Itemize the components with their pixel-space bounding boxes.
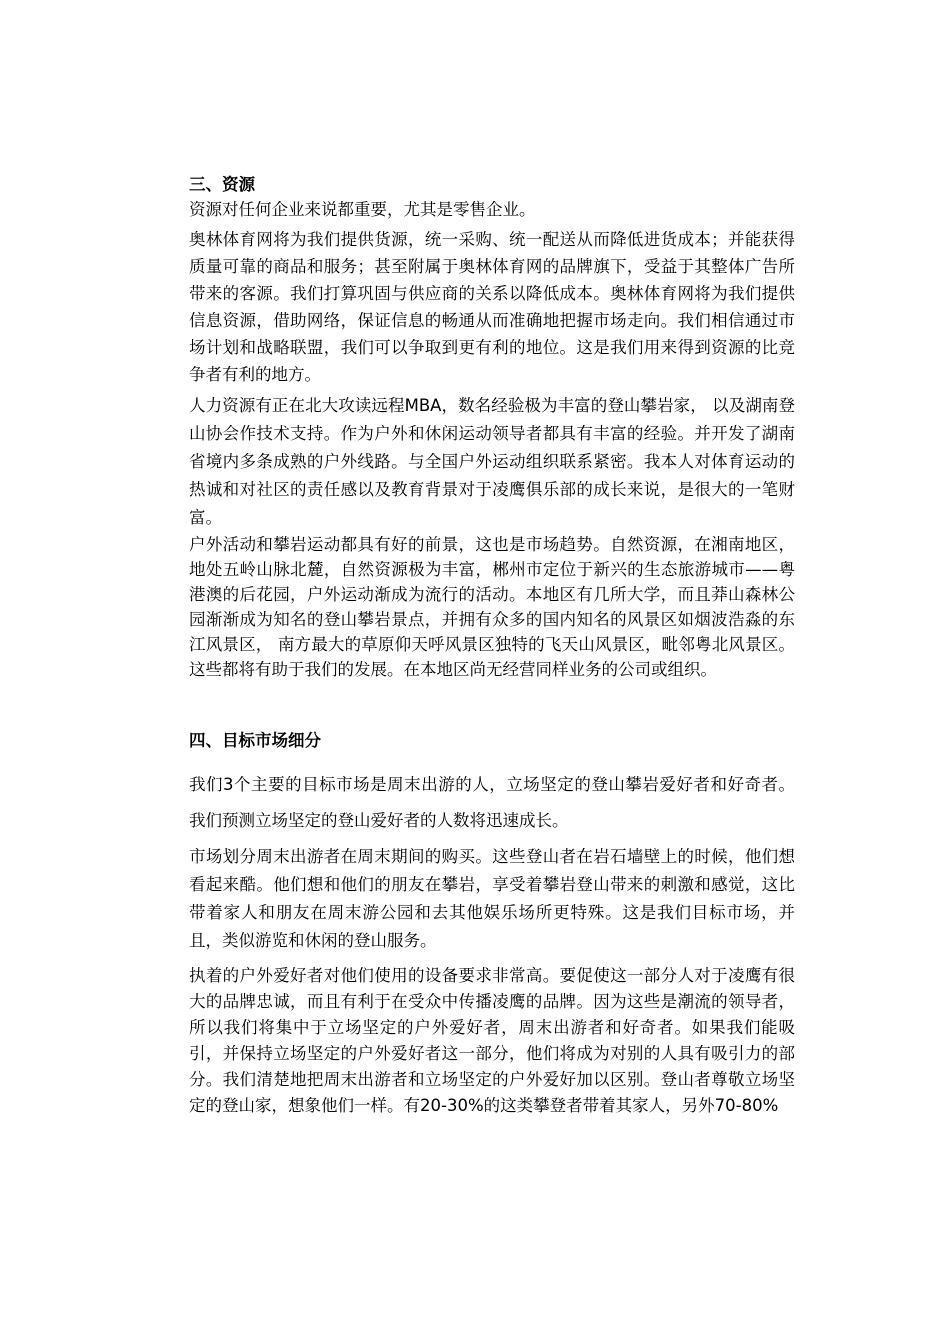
resources-intro-paragraph: 资源对任何企业来说都重要，尤其是零售企业。 [189, 200, 536, 219]
target-market-weekend-paragraph: 市场划分周末出游者在周末期间的购买。这些登山者在岩石墙壁上的时候，他们想看起来酷。他们想和他们的朋友在攀岩，享受着攀岩登山带来的刺激和感觉，这比带着家人和朋友在周末游公园和去其他娱乐场所更特殊。这是我们目标市场，并且，类似游览和休闲的登山服务。 [189, 847, 795, 950]
target-market-overview-paragraph: 我们3个主要的目标市场是周末出游的人，立场坚定的登山攀岩爱好者和好奇者。 我们预测立场坚定的登山爱好者的人数将迅速成长。 [189, 775, 795, 830]
resources-human-paragraph: 人力资源有正在北大攻读远程MBA，数名经验极为丰富的登山攀岩家， 以及湖南登山协会作技术支持。作为户外和休闲运动领导者都具有丰富的经验。并开发了湖南省境内多条成熟的户外线路。与全国户外运动组织联系紧密。我本人对体育运动的热诚和对社区的责任感以及教育背景对于凌鹰俱乐部的成长来说，是很大的一笔财富。 [189, 396, 795, 527]
section-heading-resources: 三、资源 [189, 175, 255, 194]
target-market-enthusiast-paragraph: 执着的户外爱好者对他们使用的设备要求非常高。要促使这一部分人对于凌鹰有很大的品牌忠诚，而且有利于在受众中传播凌鹰的品牌。因为这些是潮流的领导者，所以我们将集中于立场坚定的户外爱好者，周末出游者和好奇者。如果我们能吸引，并保持立场坚定的户外爱好者这一部分，他们将成为对别的人具有吸引力的部分。我们清楚地把周末出游者和立场坚定的户外爱好加以区别。登山者尊敬立场坚定的登山家，想象他们一样。有20-30%的这类攀登者带着其家人，另外70-80% [189, 966, 795, 1115]
section-heading-target-market: 四、目标市场细分 [189, 731, 321, 750]
document-page [189, 172, 795, 1119]
resources-natural-paragraph: 户外活动和攀岩运动都具有好的前景，这也是市场趋势。自然资源，在湘南地区，地处五岭山脉北麓，自然资源极为丰富，郴州市定位于新兴的生态旅游城市——粤港澳的后花园，户外运动渐成为流行的活动。本地区有几所大学，而且莽山森林公园渐渐成为知名的登山攀岩景点，并拥有众多的国内知名的风景区如烟波浩淼的东江风景区， 南方最大的草原仰天呼风景区独特的飞天山风景区，毗邻粤北风景区。这些都将有助于我们的发展。在本地区尚无经营同样业务的公司或组织。 [189, 535, 795, 679]
resources-supply-paragraph: 奥林体育网将为我们提供货源，统一采购、统一配送从而降低进货成本；并能获得质量可靠的商品和服务；甚至附属于奥林体育网的品牌旗下，受益于其整体广告所带来的客源。我们打算巩固与供应商的关系以降低成本。奥林体育网将为我们提供信息资源，借助网络，保证信息的畅通从而准确地把握市场走向。我们相信通过市场计划和战略联盟，我们可以争取到更有利的地位。这是我们用来得到资源的比竞争者有利的地方。 [189, 230, 795, 384]
